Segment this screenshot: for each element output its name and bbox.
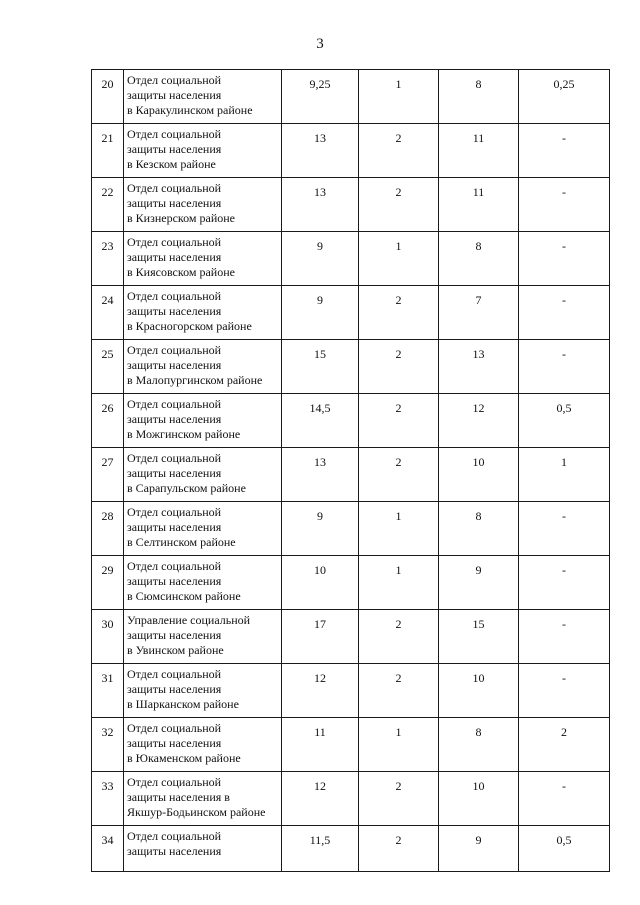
column-2-cell: 1 [359,232,439,286]
department-name-line: в Сюмсинском районе [127,589,241,603]
department-name-line: Отдел социальной [127,343,222,357]
table-row [92,502,610,556]
total-staff-cell: 13 [282,178,359,232]
row-number: 30 [92,610,124,664]
department-name-line: в Юкаменском районе [127,751,241,765]
table-row [92,448,610,502]
row-number: 32 [92,718,124,772]
table-row [92,124,610,178]
row-number: 34 [92,826,124,872]
department-name [124,70,282,124]
department-name-line: Отдел социальной [127,181,222,195]
total-staff-cell: 12 [282,772,359,826]
column-3-cell: 15 [439,610,519,664]
department-name-line: Отдел социальной [127,397,222,411]
table-row [92,70,610,124]
column-4-cell: - [519,286,610,340]
department-name-line: защиты населения [127,736,222,750]
total-staff-cell: 13 [282,124,359,178]
department-name-line: в Каракулинском районе [127,103,253,117]
department-name-line: защиты населения [127,250,222,264]
department-name-line: защиты населения [127,412,222,426]
department-name-line: Управление социальной [127,613,251,627]
column-3-cell: 10 [439,448,519,502]
total-staff-cell: 9 [282,232,359,286]
row-number: 21 [92,124,124,178]
column-3-cell: 11 [439,124,519,178]
department-name-line: защиты населения [127,466,222,480]
department-name-line: защиты населения [127,844,222,858]
staffing-table [91,69,610,872]
column-3-cell: 12 [439,394,519,448]
department-name-line: Отдел социальной [127,235,222,249]
column-4-cell: - [519,772,610,826]
column-4-cell: 2 [519,718,610,772]
department-name-line: защиты населения [127,520,222,534]
department-name [124,826,282,872]
total-staff-cell: 14,5 [282,394,359,448]
row-number: 23 [92,232,124,286]
department-name-line: в Увинском районе [127,643,224,657]
column-4-cell: 0,5 [519,394,610,448]
department-name [124,178,282,232]
department-name-line: защиты населения [127,196,222,210]
column-4-cell: - [519,610,610,664]
column-2-cell: 2 [359,664,439,718]
department-name-line: защиты населения [127,142,222,156]
column-4-cell: - [519,502,610,556]
department-name [124,610,282,664]
column-3-cell: 10 [439,664,519,718]
department-name-line: Отдел социальной [127,559,222,573]
table-row [92,286,610,340]
department-name-line: Отдел социальной [127,775,222,789]
department-name [124,340,282,394]
column-3-cell: 13 [439,340,519,394]
department-name-line: в Малопургинском районе [127,373,263,387]
total-staff-cell: 15 [282,340,359,394]
total-staff-cell: 10 [282,556,359,610]
total-staff-cell: 9 [282,502,359,556]
page-number: 3 [316,36,324,52]
total-staff-cell: 11 [282,718,359,772]
department-name-line: в Можгинском районе [127,427,241,441]
department-name [124,502,282,556]
department-name-line: защиты населения [127,88,222,102]
table-row [92,610,610,664]
department-name [124,718,282,772]
department-name-line: Отдел социальной [127,73,222,87]
total-staff-cell: 13 [282,448,359,502]
column-4-cell: 1 [519,448,610,502]
column-2-cell: 1 [359,70,439,124]
department-name [124,556,282,610]
column-4-cell: - [519,340,610,394]
total-staff-cell: 17 [282,610,359,664]
column-4-cell: - [519,232,610,286]
column-3-cell: 7 [439,286,519,340]
column-3-cell: 9 [439,826,519,872]
row-number: 22 [92,178,124,232]
department-name-line: защиты населения [127,358,222,372]
row-number: 25 [92,340,124,394]
column-2-cell: 2 [359,826,439,872]
column-3-cell: 8 [439,70,519,124]
department-name [124,394,282,448]
row-number: 29 [92,556,124,610]
department-name-line: в Кезском районе [127,157,216,171]
column-4-cell: - [519,664,610,718]
row-number: 20 [92,70,124,124]
column-2-cell: 2 [359,340,439,394]
department-name-line: Отдел социальной [127,721,222,735]
column-4-cell: - [519,178,610,232]
column-2-cell: 1 [359,502,439,556]
column-2-cell: 2 [359,286,439,340]
department-name-line: в Красногорском районе [127,319,252,333]
row-number: 26 [92,394,124,448]
department-name [124,286,282,340]
department-name-line: Отдел социальной [127,505,222,519]
department-name-line: защиты населения [127,682,222,696]
department-name-line: в Кизнерском районе [127,211,235,225]
column-2-cell: 2 [359,772,439,826]
department-name [124,664,282,718]
department-name [124,124,282,178]
total-staff-cell: 11,5 [282,826,359,872]
department-name-line: Отдел социальной [127,289,222,303]
department-name-line: Якшур-Бодьинском районе [127,805,266,819]
table-row [92,826,610,872]
column-2-cell: 2 [359,448,439,502]
table-row [92,340,610,394]
table-row [92,178,610,232]
department-name [124,448,282,502]
column-3-cell: 9 [439,556,519,610]
column-2-cell: 1 [359,718,439,772]
department-name-line: защиты населения [127,628,222,642]
column-2-cell: 2 [359,124,439,178]
column-3-cell: 8 [439,718,519,772]
department-name-line: Отдел социальной [127,829,222,843]
total-staff-cell: 9 [282,286,359,340]
column-3-cell: 8 [439,502,519,556]
total-staff-cell: 9,25 [282,70,359,124]
department-name-line: в Селтинском районе [127,535,236,549]
department-name-line: в Сарапульском районе [127,481,246,495]
department-name-line: Отдел социальной [127,667,222,681]
table-row [92,394,610,448]
table-row [92,718,610,772]
department-name-line: Отдел социальной [127,451,222,465]
column-4-cell: - [519,556,610,610]
table-row [92,556,610,610]
column-2-cell: 2 [359,178,439,232]
department-name-line: защиты населения в [127,790,230,804]
column-3-cell: 10 [439,772,519,826]
department-name-line: защиты населения [127,304,222,318]
column-2-cell: 2 [359,610,439,664]
row-number: 31 [92,664,124,718]
department-name-line: в Киясовском районе [127,265,235,279]
row-number: 33 [92,772,124,826]
column-3-cell: 11 [439,178,519,232]
department-name-line: защиты населения [127,574,222,588]
column-3-cell: 8 [439,232,519,286]
row-number: 27 [92,448,124,502]
table-row [92,232,610,286]
department-name [124,232,282,286]
column-4-cell: - [519,124,610,178]
row-number: 28 [92,502,124,556]
department-name [124,772,282,826]
column-4-cell: 0,5 [519,826,610,872]
total-staff-cell: 12 [282,664,359,718]
column-4-cell: 0,25 [519,70,610,124]
department-name-line: Отдел социальной [127,127,222,141]
department-name-line: в Шарканском районе [127,697,239,711]
table-row [92,772,610,826]
table-body [92,70,610,872]
column-2-cell: 2 [359,394,439,448]
row-number: 24 [92,286,124,340]
column-2-cell: 1 [359,556,439,610]
table-row [92,664,610,718]
